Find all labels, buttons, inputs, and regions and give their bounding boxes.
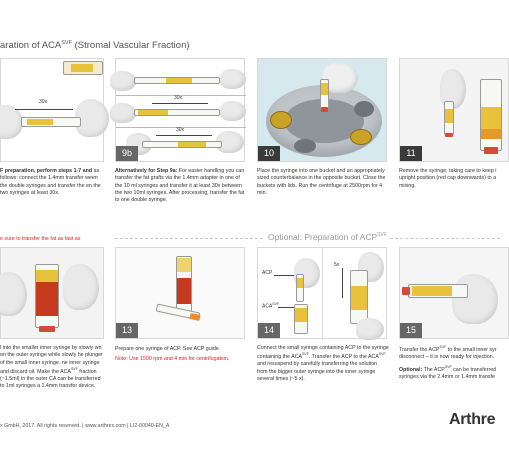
fat-fill xyxy=(36,270,58,282)
plasma-fill xyxy=(177,258,191,272)
step-11-photo xyxy=(399,58,509,162)
arrow-label-30x: 30x xyxy=(176,127,185,133)
step-badge: 11 xyxy=(400,146,422,161)
aca-arrow xyxy=(278,307,294,308)
step-10-photo xyxy=(257,58,387,162)
step-10-panel xyxy=(257,58,389,238)
glove-illustration xyxy=(110,71,136,91)
glove-illustration xyxy=(452,274,498,324)
acp-label: ACP xyxy=(262,270,273,276)
glove-illustration xyxy=(220,101,246,121)
bucket xyxy=(354,101,374,117)
vertical-arrow xyxy=(342,268,343,298)
step-14-photo xyxy=(257,247,387,339)
section-divider-right xyxy=(390,238,500,239)
fat-fill xyxy=(166,78,192,83)
red-tip xyxy=(402,287,410,295)
step-badge: 15 xyxy=(400,323,422,338)
step-badge: 10 xyxy=(258,146,280,161)
fat-layer xyxy=(481,107,501,129)
step-14-caption: Connect the small syringe containing ACP to the syringe containing the $ACA^{SVF}$. Transfer the ACP to the $ACA^{SVF}$ and resuspend by carefully transferring the solution from the bigger outer syringe into the inner syringe several times (~5 x). xyxy=(257,345,389,382)
page-title: aration of $ACA^{SVF}$ (Stromal Vascular Fraction) xyxy=(0,40,190,52)
step-9b-panel xyxy=(115,58,247,238)
step-13-note: Note: Use 1500 rpm and 4 min for centrifugation. xyxy=(115,356,230,362)
fat-fill xyxy=(445,109,453,123)
step-15-caption: Transfer the $ACP^{SVF}$ to the small inner syr disconnect – it is now ready for injection. xyxy=(399,345,497,361)
step-14-panel xyxy=(257,247,389,407)
transfer-arrow xyxy=(152,103,208,104)
bucket-lid xyxy=(350,129,372,145)
arthrex-logo: Arthre xyxy=(449,411,496,428)
step-13-caption: Prepare one syringe of ACP. See ACP guide. xyxy=(115,346,221,352)
arrow-label-30x: 30x xyxy=(39,99,48,105)
glove-illustration xyxy=(220,69,246,89)
step-15-photo xyxy=(399,247,509,339)
step-12-photo xyxy=(0,247,104,339)
red-cap xyxy=(39,326,55,332)
glove-illustration xyxy=(0,272,27,316)
fat-fill xyxy=(138,110,168,115)
step-12-panel xyxy=(0,247,106,407)
acp-arrow xyxy=(274,275,294,276)
step-9b-photo xyxy=(115,58,245,162)
oil-layer xyxy=(481,129,501,139)
photo-split xyxy=(322,248,323,340)
step-10-caption: Place the syringe into one bucket and an appropriately sized counterbalance in the opposite bucket. Close the buckets with lids. Run the centrifuge at 2500rpm for 4 min. xyxy=(257,168,386,196)
mix-fill xyxy=(351,286,367,310)
red-cap xyxy=(321,107,328,112)
inset-fat-fill xyxy=(71,64,93,72)
orange-cap xyxy=(189,313,200,321)
arrow-label-30x: 30x xyxy=(174,95,183,101)
step-badge: 9b xyxy=(116,146,138,161)
step-8-caption: F preparation, perform steps 1-7 and as follows: connect the 1.4mm transfer ween the double syringes and transfer the en the two syringes at least 30x. xyxy=(0,168,101,196)
step-badge: 13 xyxy=(116,323,138,338)
red-cap xyxy=(445,133,453,137)
transfer-arrow xyxy=(156,135,212,136)
transfer-arrow xyxy=(15,109,73,110)
step-9b-caption: Alternatively for Step 9a: For easier handling you can transfer the fat grafts via the 1.4mm adapter in one of the 10 ml syringes and transfer it at least 30x between the two 10ml syringes. After processing, transfer the fat to one double syringe. xyxy=(115,168,245,204)
step-11-caption: Remove the syringe, taking care to keep i upright position (red cap downwards) to a mixing. xyxy=(399,168,497,189)
repeat-5x-label: 5x xyxy=(334,262,340,268)
step-11-panel xyxy=(399,58,500,238)
fat-fill xyxy=(27,119,53,125)
blood-fill xyxy=(36,282,58,316)
aca-fill xyxy=(295,308,307,322)
step-8-photo xyxy=(0,58,104,162)
acp-fill xyxy=(297,278,303,288)
glove-illustration xyxy=(356,318,384,340)
acp-svf-fill xyxy=(412,286,452,296)
section-divider-left xyxy=(115,238,263,239)
step-8-note: e sure to transfer the fat as fast as xyxy=(0,236,81,242)
step-13-panel xyxy=(115,247,247,407)
red-cap xyxy=(484,147,498,154)
footer-text: x GmbH, 2017. All rights reserved. | www.arthrex.com | LI2-00040-EN_A xyxy=(0,423,170,429)
step-12-caption: l into the smaller inner syringe by slowly wn on the outer syringe while slowly he plunger of the small inner syringe. ne inner syringe and discard oil. Make the $ACA^{SVF}$ fraction (~1.5ml) in the outer CA can be transferred to 1ml syringes a 1.4mm transfer device. xyxy=(0,345,103,390)
bucket-lid xyxy=(270,111,292,129)
aca-svf-label: $ACA^{SVF}$ xyxy=(262,302,280,310)
glove-left-illustration xyxy=(0,105,23,139)
step-13-photo xyxy=(115,247,245,339)
fat-fill xyxy=(178,142,206,147)
step-badge: 14 xyxy=(258,323,280,338)
optional-section-header: Optional: Preparation of $ACP^{SVF}$ xyxy=(268,232,387,242)
glove-illustration xyxy=(110,103,136,123)
fat-fill xyxy=(321,83,328,95)
blood-fill xyxy=(177,278,191,304)
step-15-optional-caption: Optional: The $ACP^{SVF}$ can be transferred syringes via the 2.4mm or 1.4mm transfe xyxy=(399,365,497,381)
step-8-panel xyxy=(0,58,106,242)
step-15-panel xyxy=(399,247,500,407)
glove-illustration xyxy=(63,264,99,310)
bucket xyxy=(294,139,316,153)
